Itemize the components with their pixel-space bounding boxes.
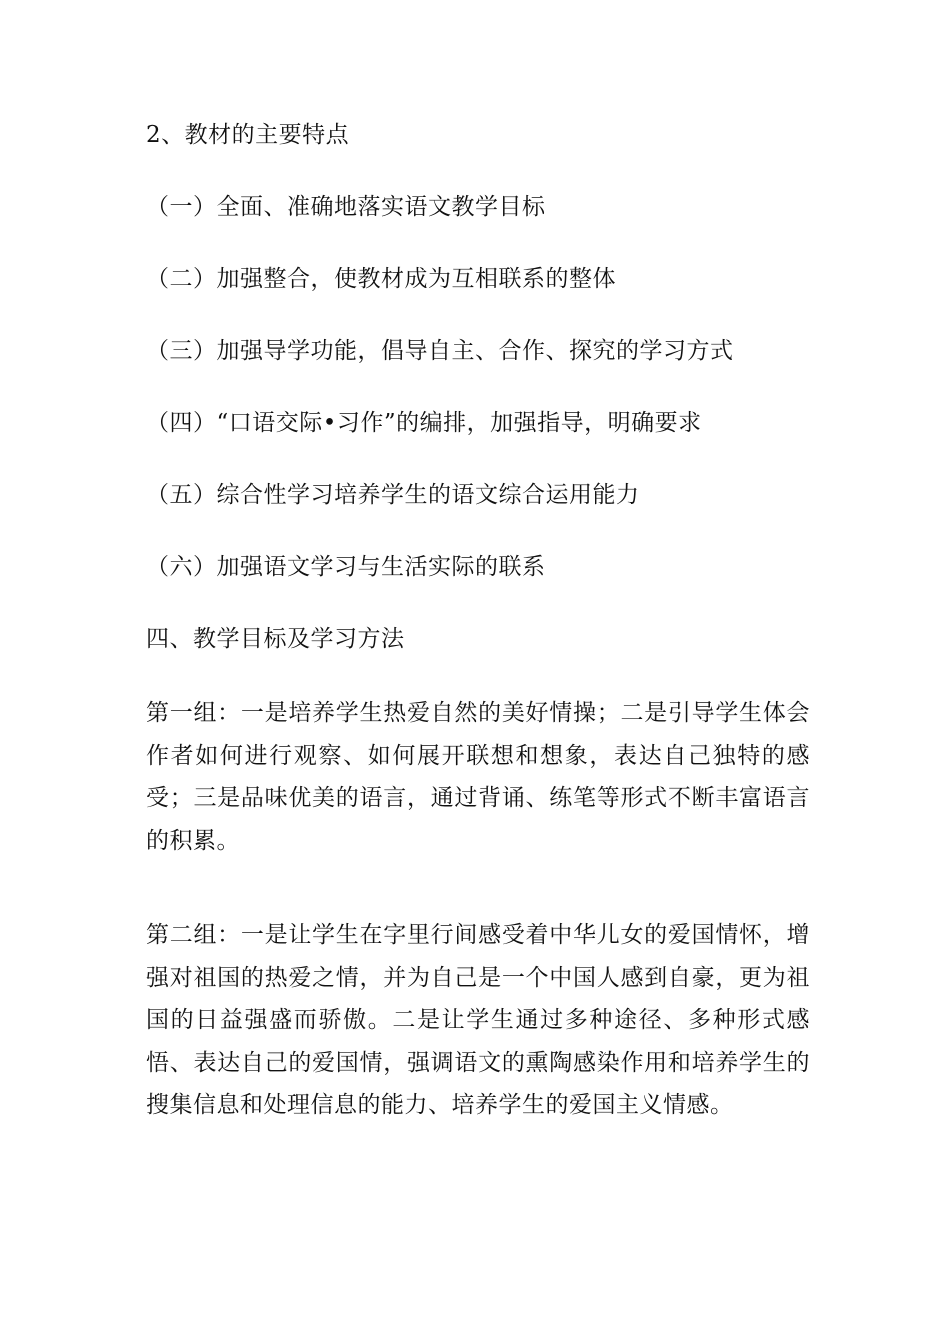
paragraph-group-1: 第一组：一是培养学生热爱自然的美好情操；二是引导学生体会作者如何进行观察、如何展开联想和想象，表达自己独特的感受；三是品味优美的语言，通过背诵、练笔等形式不断丰富语言的积累。 <box>146 700 810 854</box>
section-title: 四、教学目标及学习方法 <box>146 626 405 652</box>
feature-item-3: （三）加强导学功能，倡导自主、合作、探究的学习方式 <box>146 338 734 364</box>
feature-item-5: （五）综合性学习培养学生的语文综合运用能力 <box>146 482 640 508</box>
feature-item-2: （二）加强整合，使教材成为互相联系的整体 <box>146 266 616 292</box>
feature-item-1: （一）全面、准确地落实语文教学目标 <box>146 194 546 220</box>
paragraph-group-2: 第二组：一是让学生在字里行间感受着中华儿女的爱国情怀，增强对祖国的热爱之情，并为自己是一个中国人感到自豪，更为祖国的日益强盛而骄傲。二是让学生通过多种途径、多种形式感悟、表达自己的爱国情，强调语文的熏陶感染作用和培养学生的搜集信息和处理信息的能力、培养学生的爱国主义情感。 <box>146 922 810 1118</box>
section-heading: 2、教材的主要特点 <box>146 122 350 148</box>
feature-item-4: （四）“口语交际•习作”的编排，加强指导，明确要求 <box>146 410 702 436</box>
feature-item-6: （六）加强语文学习与生活实际的联系 <box>146 554 546 580</box>
